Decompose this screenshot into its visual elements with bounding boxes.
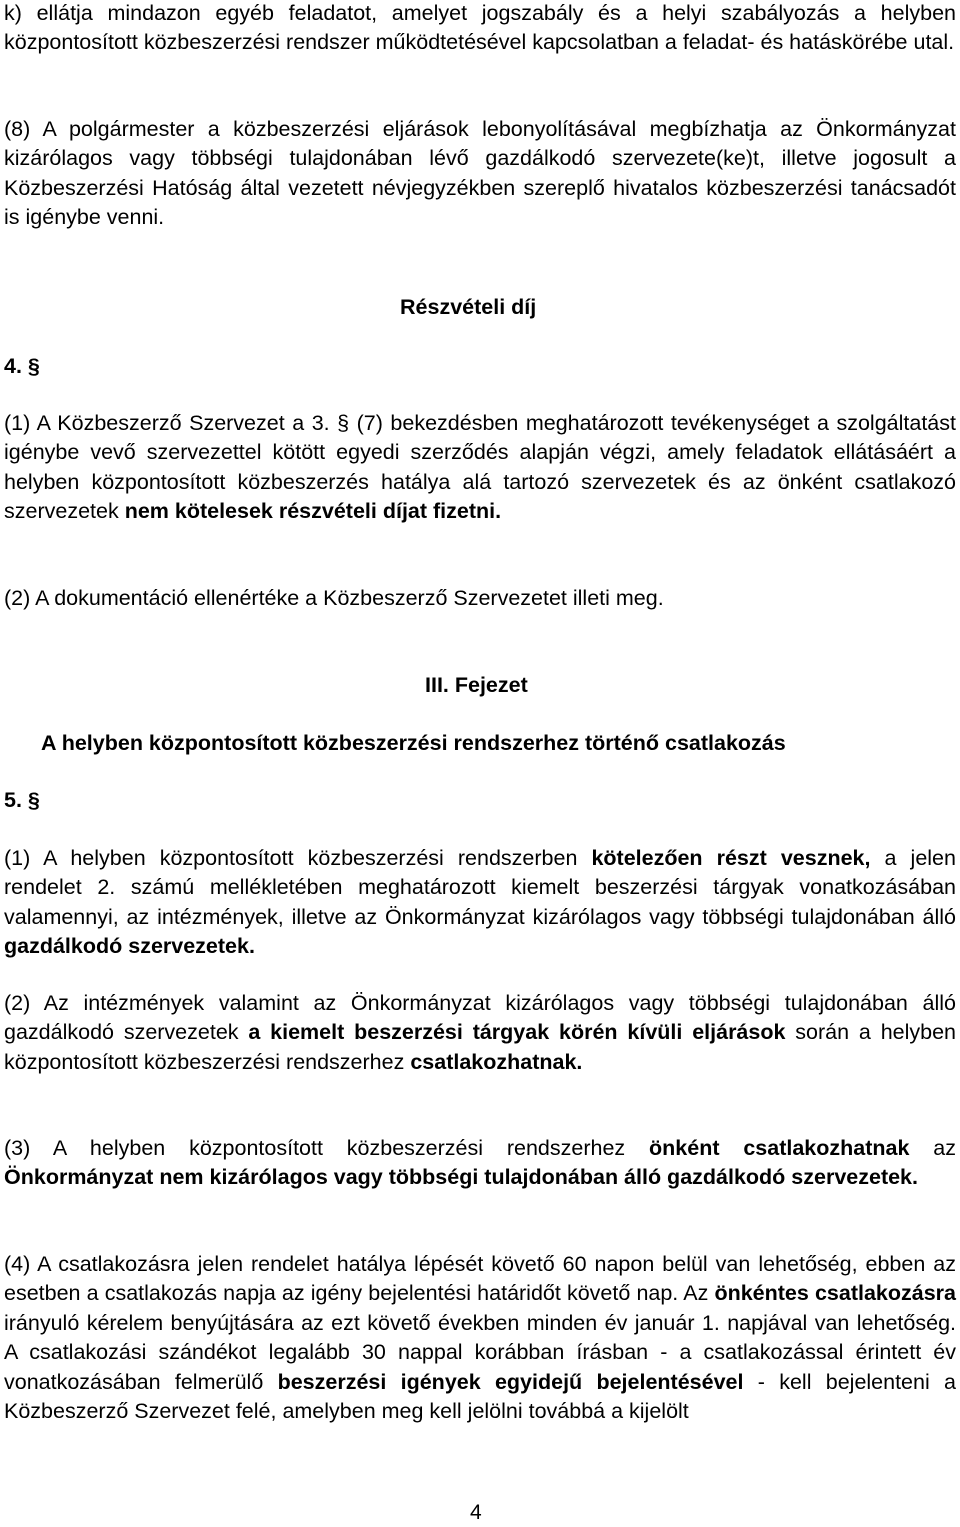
page-number: 4 [470, 1501, 482, 1524]
section-5-p3-text-c: az [909, 1136, 957, 1160]
paragraph-8: (8) A polgármester a közbeszerzési eljárások lebonyolításával megbízhatja az Önkormányzat kizárólagos vagy többségi tulajdonában lévő gazdálkodó szervezete(ke)t, illetve jogosult a Közbeszerzési Hatóság által vezetett névjegyzékben szereplő hivatalos közbeszerzési tanácsadót is igénybe venni. [4, 117, 956, 230]
section-5-p1-text-c: a jelen rendelet 2. számú mellékletében meghatározott kiemelt beszerzési tárgyak vonatkozásában valamennyi, az intézmények, illetve az Önkormányzat kizárólagos vagy többségi tulajdonában álló [4, 846, 956, 929]
section-5-p1-bold-d: gazdálkodó szervezetek. [4, 934, 255, 959]
section-5-p4-text-a: (4) A csatlakozásra jelen rendelet hatálya lépését követő 60 napon belül van lehetőség, ebben az esetben a csatlakozás napja az igény bejelentési határidőt követő nap. Az [4, 1252, 956, 1306]
paragraph-k: k) ellátja mindazon egyéb feladatot, amelyet jogszabály és a helyi szabályozás a helyben központosított közbeszerzési rendszer működtetésével kapcsolatban a feladat- és hatáskörébe utal. [4, 1, 956, 55]
section-5-p4-text-c: irányuló kérelem benyújtására az ezt követő években minden év január 1. napjával van lehetőség. A csatlakozási szándékot legalább 30 nappal korábban írásban - a csatlakozással érintett év vonatkozásában felmerülő [4, 1310, 956, 1394]
section-5-p3-bold-d: Önkormányzat nem kizárólagos vagy többségi tulajdonában álló gazdálkodó szervezetek. [4, 1165, 918, 1190]
section-number-4: 4. § [4, 354, 40, 378]
section-5-p2-text-a: (2) Az intézmények valamint az Önkormányzat kizárólagos vagy többségi tulajdonában álló gazdálkodó szervezetek [4, 991, 956, 1045]
section-5-p4-bold-d: beszerzési igények egyidejű bejelentésével [277, 1369, 744, 1394]
section-5-p4-text-e: - kell bejelenteni a Közbeszerző Szervezet felé, amelyben meg kell jelölni továbbá a kijelölt [4, 1369, 956, 1424]
section-4-p1-text: (1) A Közbeszerző Szervezet a 3. § (7) bekezdésben meghatározott tevékenységet a szolgáltatást igénybe vevő szervezettel kötött egyedi szerződés alapján végzi, amely feladatok ellátásáért a helyben központosított közbeszerzés hatálya alá tartozó szervezetek és az önként csatlakozó szervezetek [4, 411, 956, 524]
section-5-p2-text-c: során a helyben központosított közbeszerzési rendszerhez [4, 1020, 957, 1074]
section-5-p3-text-a: (3) A helyben központosított közbeszerzési rendszerhez [4, 1136, 650, 1160]
section-5-p2-bold-d: csatlakozhatnak. [410, 1049, 583, 1074]
chapter-title: III. Fejezet [425, 673, 528, 697]
section-5-p1-bold-b: kötelezően részt vesznek, [591, 846, 871, 870]
section-number-5: 5. § [4, 788, 40, 812]
section-5-paragraph-3 [4, 1134, 956, 1193]
section-4-paragraph-1 [4, 409, 956, 527]
section-5-p3-bold-b: önként csatlakozhatnak [649, 1136, 910, 1160]
section-4-p1-bold: nem kötelesek részvételi díjat fizetni. [124, 499, 502, 524]
section-5-p4-bold-b: önkéntes csatlakozásra [714, 1281, 956, 1306]
section-5-paragraph-2 [4, 989, 956, 1077]
section-4-paragraph-2: (2) A dokumentáció ellenértéke a Közbeszerző Szervezetet illeti meg. [4, 586, 664, 610]
section-title-reszveteli-dij: Részvételi díj [400, 295, 537, 319]
section-5-p1-text-a: (1) A helyben központosított közbeszerzési rendszerben [4, 846, 592, 870]
chapter-subtitle: A helyben központosított közbeszerzési rendszerhez történő csatlakozás [41, 731, 786, 755]
section-5-paragraph-4 [4, 1250, 956, 1426]
section-5-paragraph-1 [4, 844, 956, 962]
section-5-p2-bold-b: a kiemelt beszerzési tárgyak körén kívüli eljárások [248, 1020, 786, 1045]
